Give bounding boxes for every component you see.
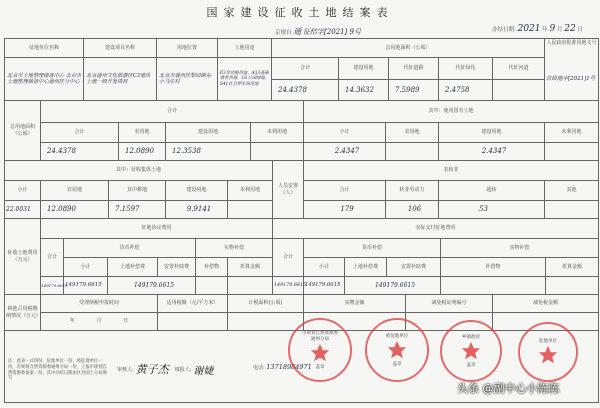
section4-label: 征收土地费用（万元）	[5, 219, 41, 295]
actual-header-goods: 补偿物	[441, 258, 546, 277]
subheader-construction: 建设用地	[339, 58, 389, 80]
date-day: 22	[564, 24, 576, 34]
s2-left-value-total: 24.4378	[41, 143, 119, 161]
s2-left-header-unused: 未利用地	[251, 123, 304, 143]
nzf-header-total: 合计	[304, 181, 386, 201]
value-green: 2.4758	[439, 80, 493, 101]
actual-header-resettle: 安置补助费	[387, 258, 441, 277]
actual-value-land: 149179.6615	[345, 277, 441, 295]
tax-date-field	[41, 313, 158, 331]
value-use: F3多功能用地、A33基础教育用地、G1公园绿地、S41社会停车场用地	[218, 58, 272, 101]
stamp-label: 征地单位	[539, 339, 557, 344]
tax-header-date: 受理纳税申报时间	[41, 295, 158, 313]
stamp-planning-bureau	[288, 318, 352, 382]
agreement-value-amount	[228, 277, 273, 295]
s2-right-value-unused	[545, 143, 599, 161]
nzf-header-other: 其他	[545, 181, 599, 201]
actual-label: 实际支付征地费用	[273, 219, 599, 239]
agreement-goods-label: 实物补偿	[196, 239, 273, 258]
section5-label: 耕地占用税缴纳情况（万元）	[5, 295, 41, 331]
stamp-label: 市规划自然资源委通州分局	[302, 331, 338, 342]
stamp-township	[440, 320, 502, 382]
collective-value-farm: 12.0890	[41, 201, 109, 219]
tax-header-area: 计税面积(公顷)	[228, 295, 304, 313]
subheader-river: 代征河道	[493, 58, 545, 80]
collective-header-unused: 未利用地	[228, 181, 273, 201]
stamp-land-unit	[518, 322, 578, 382]
agreement-value-land: 149179.6615	[108, 277, 196, 295]
phone-label: 电话:	[253, 365, 265, 371]
agreement-value-goods	[196, 277, 228, 295]
collective-value-unused	[228, 201, 273, 219]
s2-left-value-construction: 12.3538	[166, 143, 251, 161]
agreement-header-amount: 折算金额	[228, 258, 273, 277]
s2-right-header-farm: 农用地	[386, 123, 439, 143]
doc-number-value: 征结字[2021] 9号	[303, 28, 361, 36]
tax-date-year: 年	[69, 318, 75, 325]
nzf-header-labor: 转非劳动力	[386, 181, 439, 201]
collective-label: 其中：征收集体土地	[5, 161, 273, 181]
tax-header-exemption-no: 减免税证明编号	[406, 295, 493, 313]
stamp-seal: 盖章	[466, 363, 476, 368]
phone-value: 13718984971	[266, 363, 312, 371]
header-approval: 人民政府批准用地文号	[545, 39, 599, 101]
s2-right-value-subtotal: 2.4347	[304, 143, 386, 161]
value-project: 北京通州文化旅游区C3地块土地一级开发项目	[84, 58, 157, 101]
agreement-header-goods: 补偿物	[196, 258, 228, 277]
reviewer-signature: 黄子杰	[135, 363, 169, 376]
stamp-seal: 盖章	[315, 365, 325, 370]
actual-header-amount: 折算金额	[546, 258, 599, 277]
agreement-header-subtotal: 小计	[64, 258, 108, 277]
date-month: 9	[549, 24, 556, 34]
s2-left-header-construction: 建设用地	[166, 123, 251, 143]
subheader-road: 代征道路	[389, 58, 439, 80]
document-title: 国家建设征收土地结案表	[206, 6, 394, 19]
subheader-total: 合计	[272, 58, 339, 80]
collective-value-construction: 9.9141	[166, 201, 228, 219]
header-project: 建设项目名称	[84, 39, 157, 58]
s2-left-header-farm: 农用地	[119, 123, 166, 143]
nzf-value-overage: 53	[439, 201, 545, 219]
collective-header-farm: 农用地	[41, 181, 109, 201]
value-total: 24.4378	[272, 80, 339, 101]
collective-value-subtotal: 22.0031	[5, 201, 41, 219]
doc-district: 通	[293, 27, 302, 36]
nzf-value-total: 179	[304, 201, 386, 219]
agreement-header-land: 土地补偿费	[108, 258, 158, 277]
tax-date-month: 月	[96, 318, 102, 325]
value-construction: 14.3632	[339, 80, 389, 101]
value-location: 北京市通州区梨园镇东小马庄村	[157, 58, 218, 101]
collective-header-construction: 建设用地	[166, 181, 228, 201]
doc-prefix: 京规自	[275, 30, 292, 36]
header-total-area: 总用地面积（公顷）	[272, 39, 545, 58]
date-label: 办结日期:	[492, 27, 516, 33]
subheader-green: 代征绿化	[439, 58, 493, 80]
completion-date	[492, 24, 583, 34]
tax-header-exemption-amount: 减免税金额	[493, 295, 599, 313]
actual-goods-label: 实物补偿	[441, 239, 599, 258]
agreement-header-resettle: 安置补助费	[158, 258, 196, 277]
stamp-seal: 盖章	[392, 362, 402, 367]
stamp-label: 乡镇政府	[462, 335, 480, 340]
star-icon	[386, 339, 408, 361]
tax-header-rate: 适用税额（元/平方米）	[158, 295, 228, 313]
resettle-label: 人员安置（人）	[273, 161, 304, 219]
star-icon	[460, 340, 482, 362]
actual-value-goods	[441, 277, 546, 295]
reviewer	[117, 361, 213, 377]
actual-money-label: 货币补偿	[304, 239, 441, 258]
footer-note: 注：此表一式四份，征地单位一份，被征地单位一份，市规划自然资源委通州分局一份，上报市规划自然资源委备案一份，其中办结日期由区县国土分局填写	[8, 359, 107, 382]
header-use: 土地用途	[218, 39, 272, 58]
value-approval: 京政地字[2021]1号	[545, 58, 599, 101]
section2-total-label: 合计	[41, 101, 304, 123]
reviewer-label: 审核人:	[117, 366, 134, 373]
actual-value-amount	[546, 277, 599, 295]
section2-state-label: 其中：使用国有土地	[304, 101, 599, 123]
collective-header-arable: 其中耕地	[109, 181, 166, 201]
header-location: 用地位置	[157, 39, 218, 58]
s2-right-header-subtotal: 小计	[304, 123, 386, 143]
actual-value-total: 149179.6615	[273, 277, 304, 295]
s2-right-value-farm	[386, 143, 439, 161]
nzf-value-labor: 106	[386, 201, 439, 219]
nongzhuanfei-label: 农转非	[304, 161, 599, 181]
actual-header-land: 土地补偿费	[345, 258, 387, 277]
header-unit: 征地单位名称	[5, 39, 84, 58]
stamp-label: 被征地单位	[385, 334, 409, 339]
star-icon	[309, 342, 331, 364]
agreement-value-subtotal: 149179.6615	[64, 277, 108, 295]
nzf-value-other	[545, 201, 599, 219]
section2-label: 总用地面积（公顷）	[5, 101, 41, 161]
filler-label: 填报人:	[174, 366, 192, 373]
agreement-label: 征地协议费用	[41, 219, 273, 239]
s2-right-header-unused: 未利用地	[545, 123, 599, 143]
actual-total-label: 合计	[273, 239, 304, 277]
actual-header-subtotal: 小计	[304, 258, 345, 277]
date-year-unit: 年	[542, 27, 548, 33]
tax-date-day: 日	[123, 318, 129, 325]
tax-header-paid: 实缴金额	[304, 295, 406, 313]
date-day-unit: 日	[577, 27, 583, 33]
value-unit: 北京市土地整理储备中心 北京市土地整理储备中心通州区分中心	[5, 58, 84, 101]
s2-left-value-farm: 12.0890	[119, 143, 166, 161]
agreement-value-total: 149179.6615	[41, 277, 64, 295]
tax-rate-value	[158, 313, 228, 331]
collective-value-arable: 7.1597	[109, 201, 166, 219]
s2-right-header-construction: 建设用地	[439, 123, 545, 143]
s2-left-value-unused	[251, 143, 304, 161]
date-month-unit: 月	[557, 27, 563, 33]
actual-value-subtotal: 149179.6615	[304, 277, 345, 295]
nzf-header-overage: 超转	[439, 181, 545, 201]
star-icon	[537, 344, 559, 366]
value-road: 7.5989	[389, 80, 439, 101]
agreement-total-label: 合计	[41, 239, 64, 277]
s2-left-header-total: 合计	[41, 123, 119, 143]
document-number	[275, 26, 361, 37]
collective-header-subtotal: 小计	[5, 181, 41, 201]
s2-right-value-construction: 2.4347	[439, 143, 545, 161]
stamp-village	[365, 318, 429, 382]
date-year: 2021	[517, 24, 541, 34]
filler-signature: 谢婕	[193, 365, 214, 377]
agreement-money-label: 货币补偿	[64, 239, 196, 258]
watermark: 头条 @副中心小陈陈	[457, 382, 560, 395]
tax-area-value	[228, 313, 304, 331]
value-river	[493, 80, 545, 101]
